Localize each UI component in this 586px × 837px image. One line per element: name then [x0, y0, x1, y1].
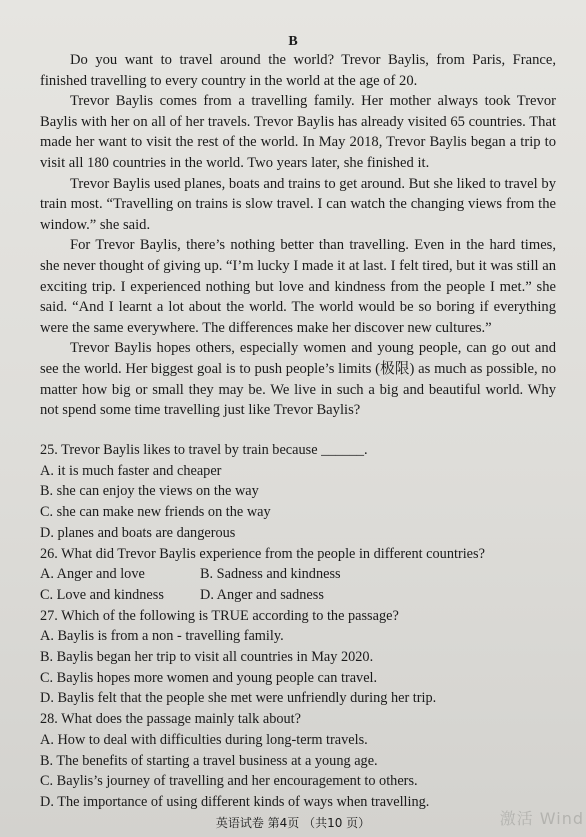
option-b: B. The benefits of starting a travel business at a young age.: [40, 752, 378, 769]
question-list: [40, 440, 560, 813]
question-stem: 27. Which of the following is TRUE according to the passage?: [40, 607, 399, 624]
option-c: C. she can make new friends on the way: [40, 504, 271, 521]
question-25: [40, 440, 560, 544]
option-row: [40, 585, 560, 606]
option-d: D. Anger and sadness: [200, 586, 324, 603]
option-d: D. planes and boats are dangerous: [40, 524, 236, 541]
reading-passage: [40, 50, 556, 421]
passage-paragraph: Trevor Baylis hopes others, especially women and young people, can go out and see the world. Her biggest goal is to push people’s limits (极限) as much as possible, no matter how big or small they may be. We live in such a big and beautiful world. Why not spend some time travelling just like Trevor Baylis?: [40, 340, 556, 419]
passage-paragraph: Trevor Baylis comes from a travelling family. Her mother always took Trevor Baylis with her on all of her travels. Trevor Baylis has already visited 65 countries. That made her want to visit the rest of the world. In May 2018, Trevor Baylis began a trip to visit all 180 countries in the world. Two years later, she finished it.: [40, 93, 556, 171]
option-b: B. Baylis began her trip to visit all countries in May 2020.: [40, 649, 374, 666]
question-stem: 25. Trevor Baylis likes to travel by train because ______.: [40, 442, 368, 458]
option-c: C. Baylis’s journey of travelling and her encouragement to others.: [40, 773, 418, 790]
passage-paragraph: Trevor Baylis used planes, boats and trains to get around. But she liked to travel by train most. “Travelling on trains is slow travel. I can watch the changing views from the window.” she said.: [40, 175, 556, 233]
option-a: A. it is much faster and cheaper: [40, 462, 222, 479]
page-footer: 英语试卷 第4页 （共10 页）: [215, 816, 371, 830]
passage-paragraph: For Trevor Baylis, there’s nothing better than travelling. Even in the hard times, she never thought of giving up. “I’m lucky I made it at last. I felt tired, but it was still an exciting trip. I experienced nothing but love and kindness from the people I met.” she said. “And I learnt a lot about the world. The world would be so boring if everything were the same everywhere. The differences make her discover new cultures.”: [40, 237, 556, 336]
activation-watermark: 激活 Wind: [499, 809, 584, 828]
option-b: B. Sadness and kindness: [200, 566, 341, 583]
section-label: B: [288, 34, 298, 49]
option-d: D. Baylis felt that the people she met were unfriendly during her trip.: [40, 690, 437, 707]
option-a: A. Baylis is from a non - travelling family.: [40, 628, 284, 645]
option-b: B. she can enjoy the views on the way: [40, 483, 259, 500]
question-26: [40, 544, 560, 606]
option-row: [40, 564, 560, 585]
question-27: [40, 606, 560, 710]
option-c: C. Baylis hopes more women and young people can travel.: [40, 669, 378, 686]
question-stem: 28. What does the passage mainly talk about?: [40, 711, 301, 728]
question-stem: 26. What did Trevor Baylis experience from the people in different countries?: [40, 545, 485, 562]
option-a: A. Anger and love: [40, 566, 145, 583]
question-28: [40, 709, 560, 813]
passage-paragraph: Do you want to travel around the world? Trevor Baylis, from Paris, France, finished travelling to every country in the world at the age of 20.: [40, 52, 556, 89]
option-a: A. How to deal with difficulties during long-term travels.: [40, 731, 368, 748]
option-c: C. Love and kindness: [40, 586, 164, 603]
option-d: D. The importance of using different kinds of ways when travelling.: [40, 793, 430, 810]
